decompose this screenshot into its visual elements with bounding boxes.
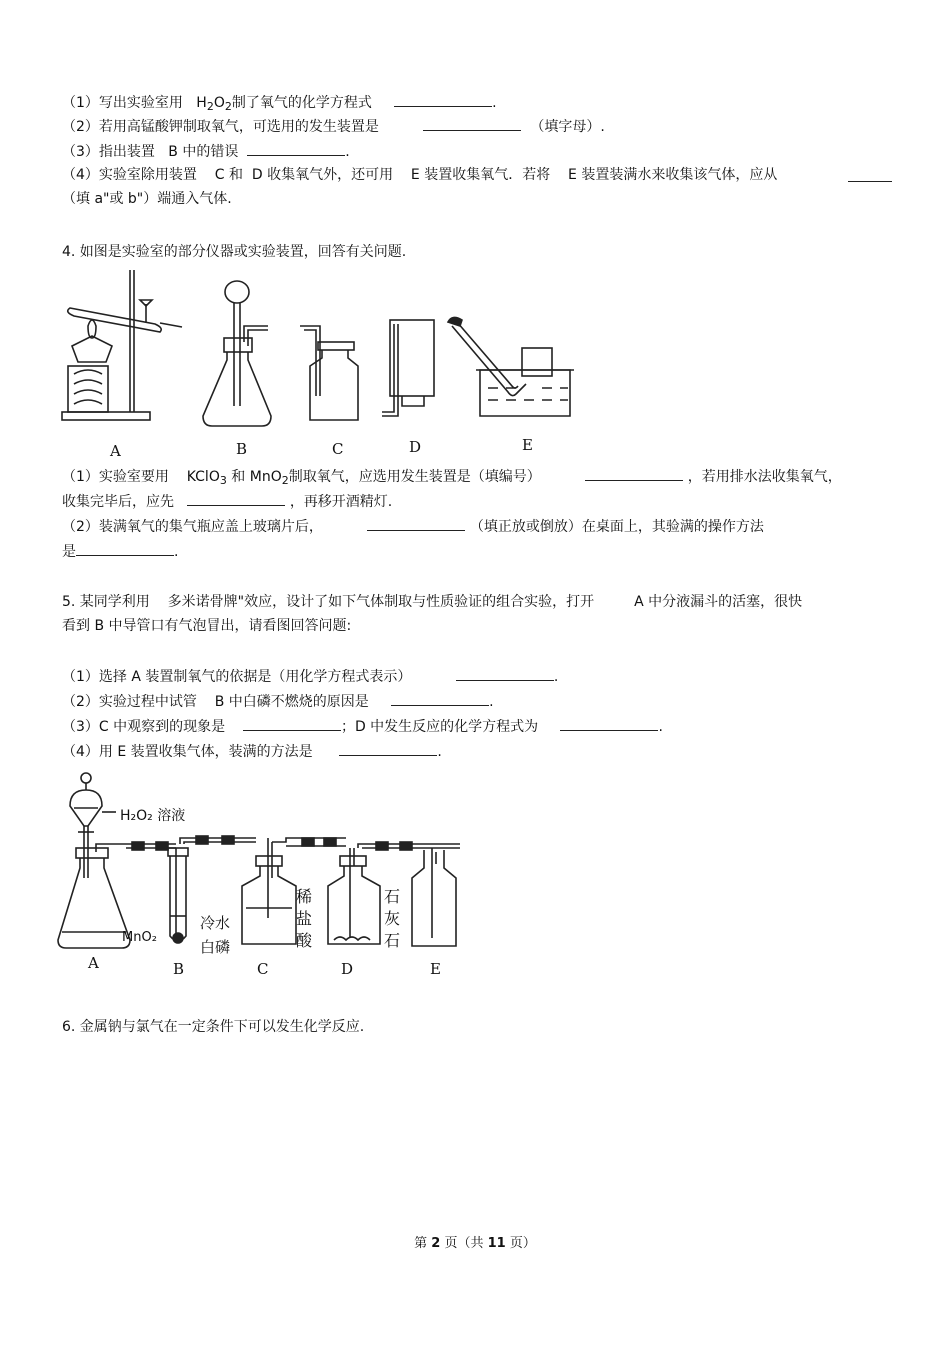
label-D: D — [341, 960, 354, 978]
q6-title: 6. 金属钠与氯气在一定条件下可以发生化学反应. — [62, 1019, 365, 1035]
label-C: C — [257, 960, 269, 978]
answer-blank[interactable] — [367, 516, 465, 531]
label-mno2: MnO₂ — [122, 930, 157, 945]
q5-part4: （4）用 E 装置收集气体，装满的方法是 . — [62, 741, 442, 761]
q5-part2: （2）实验过程中试管 B 中白磷不燃烧的原因是 . — [62, 691, 494, 711]
q4-figure — [60, 266, 590, 461]
label-limestone-3: 石 — [384, 931, 401, 950]
label-E: E — [430, 960, 441, 978]
label-dilute-hcl-1: 稀 — [296, 887, 313, 906]
q3-part2: （2）若用高锰酸钾制取氧气，可选用的发生装置是 （填字母）. — [62, 116, 605, 136]
answer-blank[interactable] — [456, 666, 554, 681]
q5-apparatus-drawing — [56, 768, 466, 983]
answer-blank[interactable] — [560, 716, 658, 731]
q4-apparatus-drawing — [60, 266, 590, 461]
answer-blank[interactable] — [848, 167, 892, 182]
q4-title: 4. 如图是实验室的部分仪器或实验装置，回答有关问题. — [62, 244, 407, 260]
label-D: D — [409, 438, 422, 456]
page-footer: 第 2 页（共 11 页） — [414, 1236, 536, 1251]
answer-blank[interactable] — [76, 541, 174, 556]
answer-blank[interactable] — [585, 466, 683, 481]
q5-part3: （3）C 中观察到的现象是 ；D 中发生反应的化学方程式为 . — [62, 716, 663, 736]
label-dilute-hcl-3: 酸 — [296, 931, 313, 950]
label-B: B — [173, 960, 185, 978]
label-E: E — [522, 436, 533, 454]
label-B: B — [236, 440, 248, 458]
q4-part2: （2）装满氧气的集气瓶应盖上玻璃片后， （填正放或倒放）在桌面上，其验满的操作方法 — [62, 516, 764, 536]
label-h2o2-solution: H₂O₂ 溶液 — [120, 808, 186, 824]
q4-part1-cont: 收集完毕后，应先 ，再移开酒精灯. — [62, 491, 392, 511]
label-limestone-2: 灰 — [384, 909, 401, 928]
answer-blank[interactable] — [339, 741, 437, 756]
label-A: A — [88, 954, 99, 972]
label-cold-water: 冷水 — [200, 914, 231, 932]
q3-part4-cont: （填 a"或 b"）端通入气体. — [62, 191, 232, 207]
q5-figure — [56, 768, 466, 983]
q4-part1: （1）实验室要用 KClO$_3$ 和 MnO$_2$制取氧气，应选用发生装置是（填编号） ，若用排水法收集氧气， — [62, 466, 842, 490]
q5-title: 5. 某同学利用 多米诺骨牌"效应，设计了如下气体制取与性质验证的组合实验，打开 A 中分液漏斗的活塞，很快 — [62, 594, 803, 610]
q3-part4: （4）实验室除用装置 C 和 D 收集氧气外，还可用 E 装置收集氧气．若将 E 装置装满水来收集该气体，应从 — [62, 167, 778, 183]
answer-blank[interactable] — [247, 141, 345, 156]
label-C: C — [332, 440, 344, 458]
q5-title-cont: 看到 B 中导管口有气泡冒出，请看图回答问题: — [62, 618, 352, 634]
label-white-phosphorus: 白磷 — [200, 938, 231, 956]
q4-part2-cont: 是 . — [62, 541, 178, 561]
stand-base — [62, 412, 150, 420]
label-dilute-hcl-2: 盐 — [296, 909, 313, 928]
label-A: A — [110, 442, 121, 460]
answer-blank[interactable] — [391, 691, 489, 706]
answer-blank[interactable] — [394, 92, 492, 107]
answer-blank[interactable] — [243, 716, 341, 731]
q5-part1: （1）选择 A 装置制氧气的依据是（用化学方程式表示） . — [62, 666, 558, 686]
answer-blank[interactable] — [423, 116, 521, 131]
answer-blank[interactable] — [187, 491, 285, 506]
q3-part1: （1）写出实验室用 $H_2O_2$制了氧气的化学方程式 . — [62, 92, 497, 116]
q3-part3: （3）指出装置 B 中的错误 . — [62, 141, 350, 161]
label-limestone-1: 石 — [384, 887, 401, 906]
